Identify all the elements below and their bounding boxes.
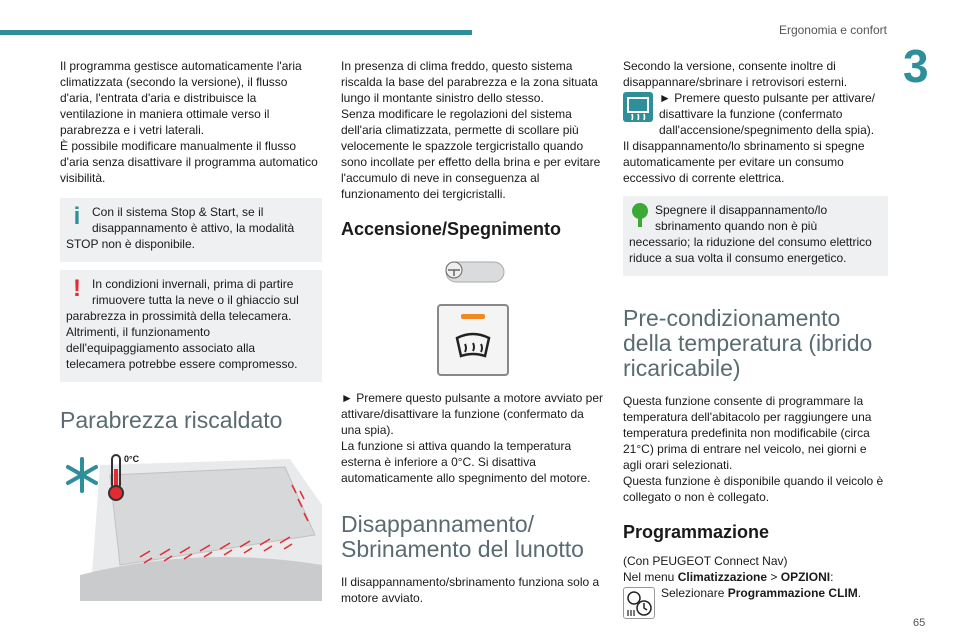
paragraph: ► Premere questo pulsante per attivare/ disattivare la funzione (confermato dall'accensione/spegnimento della spia). — [659, 91, 875, 137]
windscreen-heat-icon — [453, 330, 493, 362]
indicator-light — [461, 314, 485, 319]
column-2 — [341, 58, 605, 606]
section-heading: Disappannamento/ Sbrinamento del lunotto — [341, 511, 584, 562]
chapter-number: 3 — [903, 40, 929, 92]
eco-text: Spegnere il disappannamento/lo sbrinamento quando non è più necessario; la riduzione del consumo elettrico riduce a sua volta il consumo energetico. — [629, 203, 872, 265]
rear-defrost-button-icon[interactable] — [623, 92, 653, 122]
section-heading: Accensione/Spegnimento — [341, 219, 562, 239]
warning-text: In condizioni invernali, prima di partire rimuovere tutta la neve o il ghiaccio sul parabrezza in prossimità della telecamera. — [66, 277, 299, 323]
section-heading: Parabrezza riscaldato — [60, 407, 283, 433]
paragraph: La funzione si attiva quando la temperatura esterna è inferiore a 0°C. Si disattiva automaticamente allo spegnimento del motore. — [341, 439, 591, 485]
temperature-label: 0°C — [124, 454, 140, 464]
paragraph: Il disappannamento/lo sbrinamento si spegne automaticamente per evitare un consumo eccessivo di corrente elettrica. — [623, 139, 865, 185]
windscreen-image — [60, 445, 322, 601]
heated-windscreen-button[interactable] — [437, 304, 509, 376]
warning-icon: ! — [73, 275, 81, 302]
section-title: Ergonomia e confort — [778, 23, 887, 37]
clim-program-instruction — [623, 585, 888, 601]
eco-tree-icon — [629, 202, 651, 228]
clim-program-icon[interactable] — [623, 587, 655, 619]
column-1 — [60, 58, 322, 601]
info-icon: i — [73, 203, 81, 230]
info-box — [60, 198, 322, 262]
paragraph: Selezionare Programmazione CLIM. — [661, 586, 862, 600]
header-accent-bar — [0, 30, 472, 35]
paragraph: Secondo la versione, consente inoltre di disappannare/sbrinare i retrovisori esterni. — [623, 59, 848, 89]
warning-text-2: Altrimenti, il funzionamento dell'equipaggiamento associato alla telecamera potrebbe essere compromesso. — [66, 325, 298, 371]
eco-box — [623, 196, 888, 276]
paragraph: Questa funzione consente di programmare la temperatura dell'abitacolo per raggiungere una temperatura predefinita non modificabile (circa 21°C) prima di entrare nel veicolo, nei giorni e agli orari selezionati. — [623, 394, 872, 472]
info-text: Con il sistema Stop & Start, se il disappannamento è attivo, la modalità STOP non è disponibile. — [66, 205, 295, 251]
page-number: 65 — [913, 617, 926, 629]
section-heading: Programmazione — [623, 522, 770, 542]
paragraph: ► Premere questo pulsante a motore avviato per attivare/disattivare la funzione (confermato da una spia). — [341, 391, 604, 437]
paragraph: (Con PEUGEOT Connect Nav) — [623, 554, 788, 568]
paragraph: Il disappannamento/sbrinamento funziona solo a motore avviato. — [341, 575, 600, 605]
heated-windscreen-illustration — [60, 445, 322, 601]
warning-box — [60, 270, 322, 382]
paragraph: Il programma gestisce automaticamente l'aria climatizzata (secondo la versione), il flusso d'aria, l'entrata d'aria e distribuisce la ventilazione in maniera ottimale verso il parabrezza e i vetri laterali. — [60, 59, 302, 137]
menu-path: Nel menu Climatizzazione > OPZIONI: — [623, 570, 834, 584]
rearview-mirror-icon — [438, 258, 508, 286]
paragraph: Questa funzione è disponibile quando il veicolo è collegato o non è collegato. — [623, 474, 884, 504]
paragraph: In presenza di clima freddo, questo sistema riscalda la base del parabrezza e la zona situata lungo il montante sinistro dello stesso. — [341, 59, 598, 105]
paragraph: Senza modificare le regolazioni del sistema dell'aria climatizzata, permette di scollare più velocemente le spazzole tergicristallo quando sono incollate per effetto della brina e per evitare l'accumulo di neve in conseguenza al funzionamento dei tergicristalli. — [341, 107, 601, 201]
paragraph: È possibile modificare manualmente il flusso d'aria senza disattivare il programma automatico visibilità. — [60, 139, 318, 185]
section-heading: Pre-condizionamento della temperatura (ibrido ricaricabile) — [623, 305, 873, 381]
column-3 — [623, 58, 888, 621]
control-illustration — [341, 250, 605, 376]
rear-defrost-instruction — [623, 90, 888, 138]
